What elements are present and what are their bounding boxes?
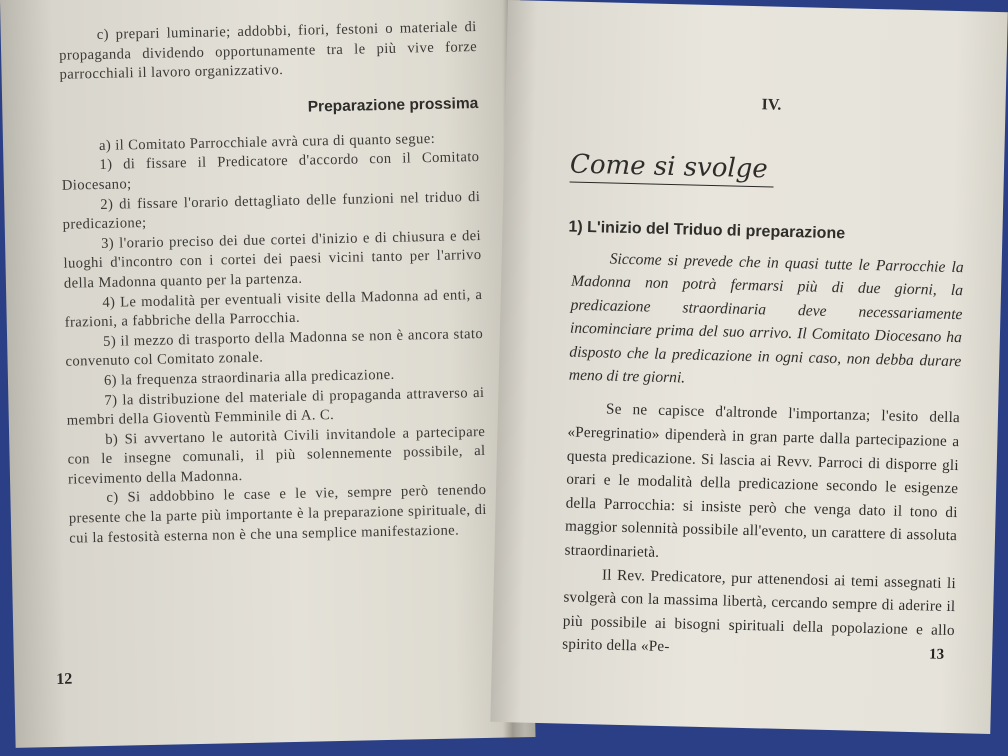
chapter-title: Come si svolge (570, 150, 775, 188)
left-item-6: 6) la frequenza straordinaria alla predicazione. (103, 366, 395, 389)
chapter-number: IV. (761, 96, 782, 114)
left-item-5: 5) il mezzo di trasporto della Madonna se non è ancora stato convenuto col Comitato zonale. (65, 325, 484, 371)
left-paragraph-a: a) il Comitato Parrocchiale avrà cura di quanto segue: (98, 130, 436, 154)
left-item-3: 3) l'orario preciso dei due cortei d'inizio e di chiusura e dei luoghi d'incontro con i cortei dei paesi vicini tanto per l'arrivo della Madonna quanto per la partenza. (63, 227, 482, 292)
left-paragraph-c: c) Si addobbino le case e le vie, sempre però tenendo presente che la parte più importante è la preparazione spirituale, di cui la festosità esterna non è che una semplice manifestazione. (68, 482, 487, 547)
left-item-7: 7) la distribuzione del materiale di propaganda attraverso ai membri della Gioventù Femminile di A. C. (66, 384, 485, 429)
section-heading: 1) L'inizio del Triduo di preparazione (568, 218, 846, 243)
right-page (490, 0, 1007, 734)
body-paragraph-2: Il Rev. Predicatore, pur attenendosi ai temi assegnati li svolgerà con la massima libertà, cercando sempre di aderire il più possibile ai bisogni spirituali della popolazione e allo spirito della «Pe- (562, 566, 957, 656)
body-paragraph-1: Se ne capisce d'altronde l'importanza; l'esito della «Peregrinatio» dipenderà in gran parte dalla partecipazione a questa predicazione. Si lascia ai Revv. Parroci di disporre gli orari e le modalità della predicazione secondo le esigenze della Parrocchia: si insiste però che venga dato il tono di maggior solennità possibile all'evento, un carattere di assoluta straordinarietà. (564, 400, 961, 561)
left-paragraph-c-intro: c) prepari luminarie; addobbi, fiori, festoni o materiale di propaganda dividendo opportunamente tra le più vive forze parrocchiali il lavoro organizzativo. (59, 19, 478, 83)
left-section-heading: Preparazione prossima (307, 94, 479, 116)
left-item-2: 2) di fissare l'orario dettagliato delle funzioni nel triduo di predicazione; (62, 188, 481, 233)
left-item-1: 1) di fissare il Predicatore d'accordo con il Comitato Diocesano; (61, 149, 480, 194)
page-number-right: 13 (928, 646, 945, 663)
page-number-left: 12 (56, 670, 73, 688)
left-paragraph-b: b) Si avvertano le autorità Civili invitandole a partecipare con le insegne comunali, il più solennemente possibile, al ricevimento della Madonna. (67, 423, 486, 488)
italic-paragraph: Siccome si prevede che in quasi tutte le Parrocchie la Madonna non potrà fermarsi più di due giorni, la predicazione straordinaria deve necessariamente incominciare prima del suo arrivo. Il Comitato Diocesano ha disposto che la predicazione in ogni caso, non debba durare meno di tre giorni. (568, 250, 964, 387)
left-item-4: 4) Le modalità per eventuali visite della Madonna ad enti, a frazioni, a fabbriche della Parrocchia. (64, 286, 483, 331)
